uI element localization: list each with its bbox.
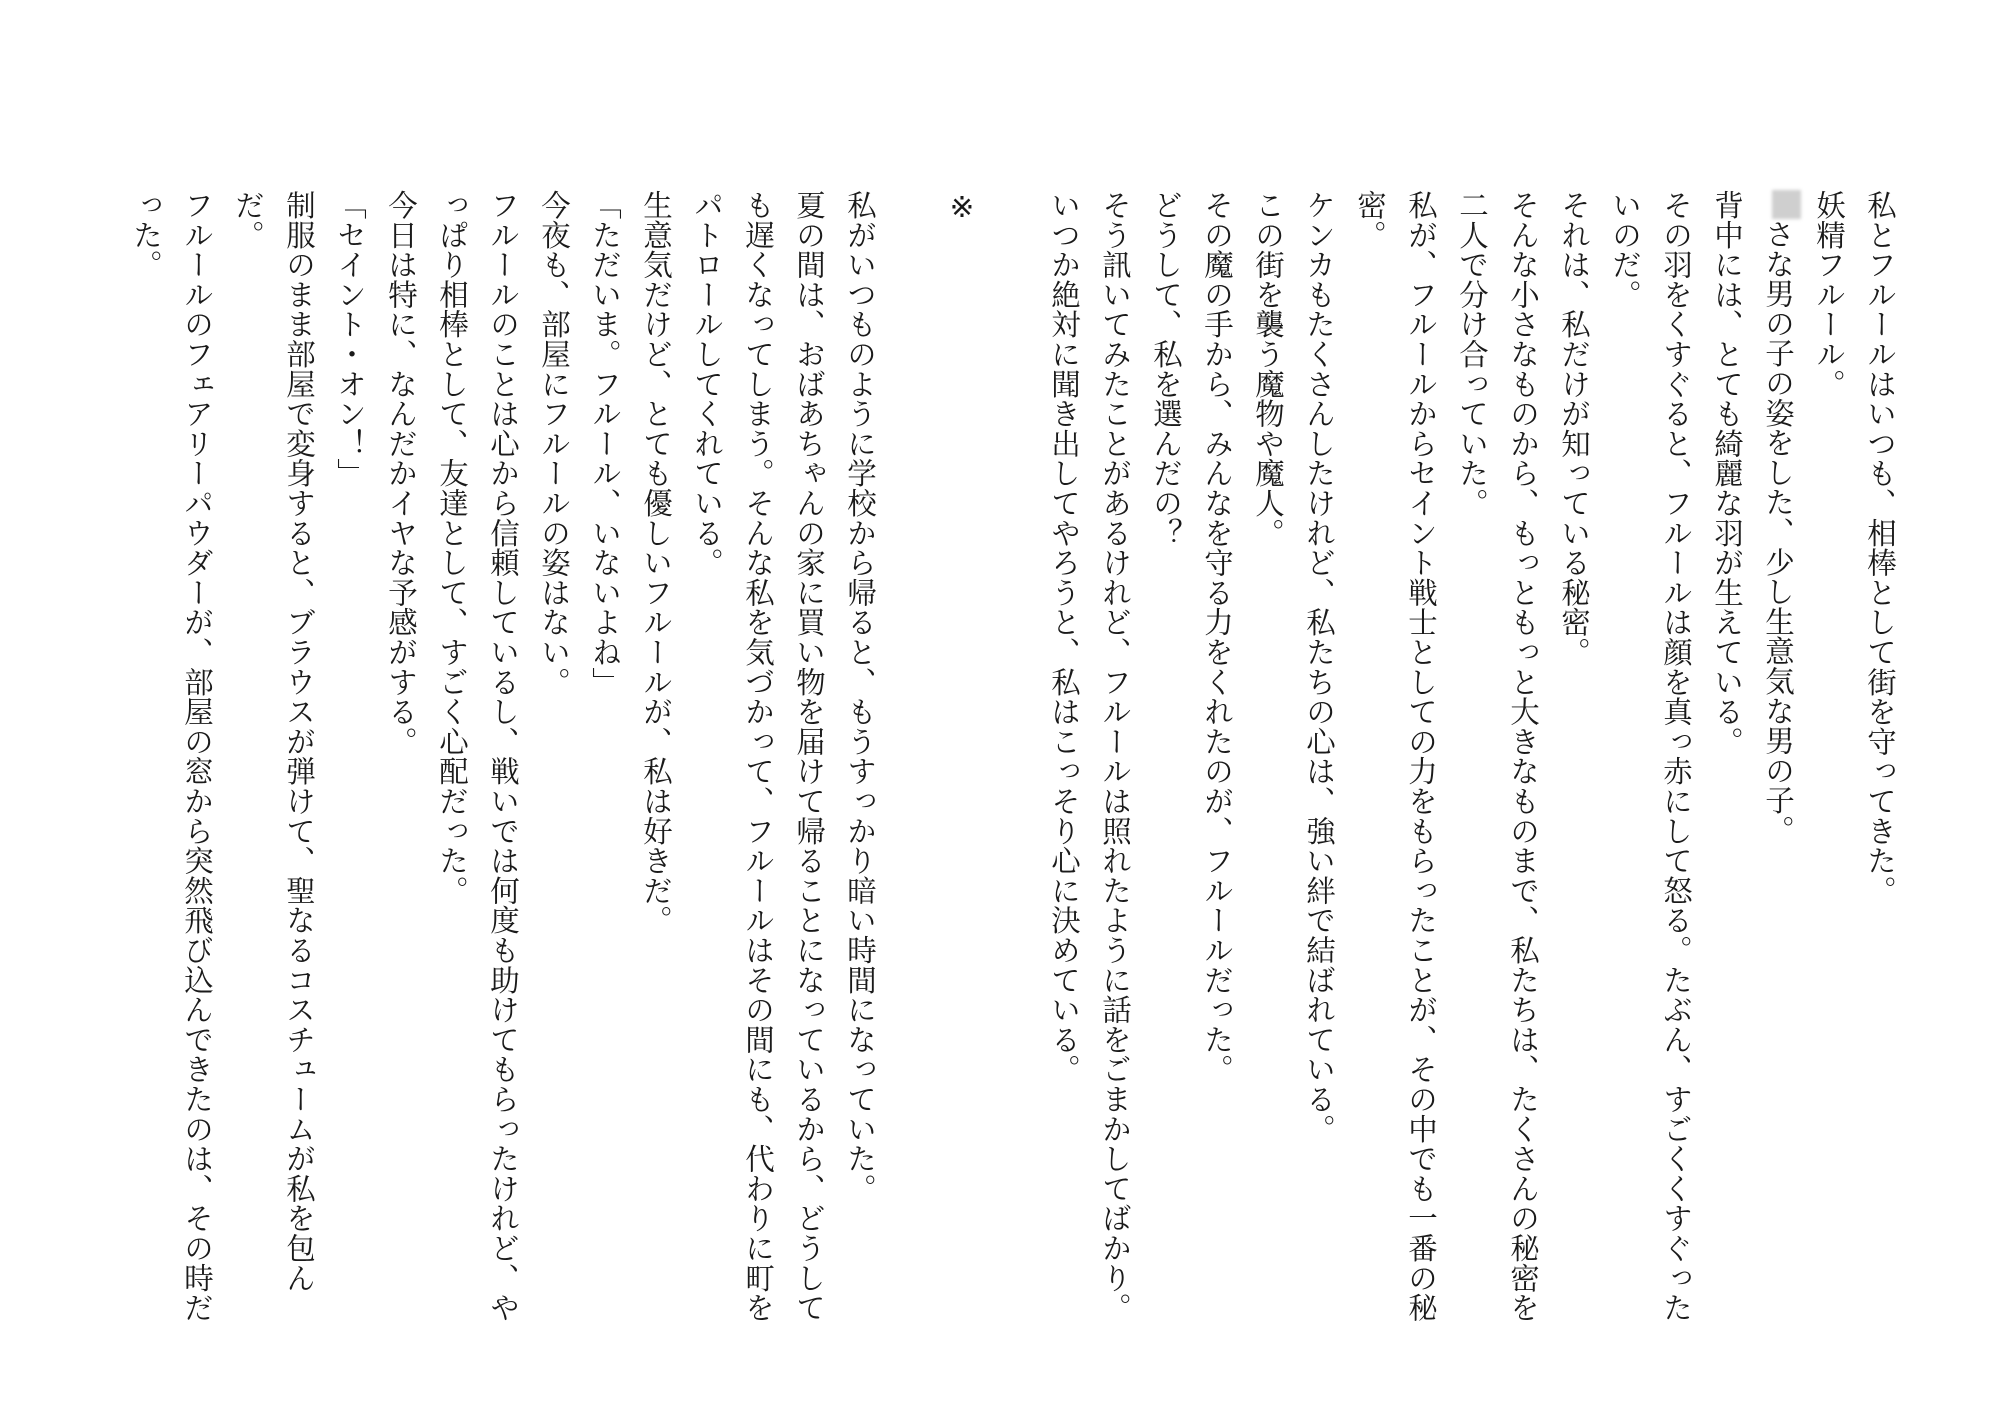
paragraph: この街を襲う魔物や魔人。	[1251, 190, 1285, 548]
paragraph: それは、私だけが知っている秘密。	[1557, 190, 1591, 667]
blank-line	[987, 190, 1038, 1340]
paragraph-text: さな男の子の姿をした、少し生意気な男の子。	[1761, 219, 1795, 845]
paragraph: どうして、私を選んだの？	[1149, 190, 1183, 548]
paragraph: 背中には、とても綺麗な羽が生えている。	[1710, 190, 1744, 757]
paragraph: そんな小さなものから、もっともっと大きなものまで、私たちは、たくさんの秘密を二人で分け合っていた。	[1455, 190, 1540, 1323]
paragraph: 今日は特に、なんだかイヤな予感がする。	[384, 190, 418, 757]
blank-line	[885, 190, 936, 1340]
paragraph: いつか絶対に聞き出してやろうと、私はこっそり心に決めている。	[1047, 190, 1081, 1084]
paragraph: その魔の手から、みんなを守る力をくれたのが、フルールだった。	[1200, 190, 1234, 1084]
paragraph: 私とフルールはいつも、相棒として街を守ってきた。	[1863, 190, 1897, 906]
paragraph: 夏の間は、おばあちゃんの家に買い物を届けて帰ることになっているから、どうしても遅くなってしまう。そんな私を気づかって、フルールはその間にも、代わりに町をパトロールしてくれている。	[690, 190, 826, 1323]
paragraph: 生意気だけど、とても優しいフルールが、私は好きだ。	[639, 190, 673, 935]
section-mark: ※	[945, 190, 979, 225]
paragraph	[1752, 190, 1803, 1340]
paragraph: フルールのことは心から信頼しているし、戦いでは何度も助けてもらったけれど、やっぱり相棒として、友達として、すごく心配だった。	[435, 190, 520, 1323]
paragraph: 私が、フルールからセイント戦士としての力をもらったことが、その中でも一番の秘密。	[1353, 190, 1438, 1323]
vertical-text-block	[105, 190, 1905, 1340]
paragraph: 制服のまま部屋で変身すると、ブラウスが弾けて、聖なるコスチュームが私を包んだ。	[231, 190, 316, 1293]
paragraph: そう訊いてみたことがあるけれど、フルールは照れたように話をごまかしてばかり。	[1098, 190, 1132, 1323]
paragraph: ケンカもたくさんしたけれど、私たちの心は、強い絆で結ばれている。	[1302, 190, 1336, 1144]
paragraph: その羽をくすぐると、フルールは顔を真っ赤にして怒る。たぶん、すごくくすぐったいのだ。	[1608, 190, 1693, 1323]
paragraph: 私がいつものように学校から帰ると、もうすっかり暗い時間になっていた。	[843, 190, 877, 1204]
blurred-character	[1772, 190, 1801, 219]
paragraph: 「ただいま。フルール、いないよね」	[588, 190, 622, 697]
paragraph: 「セイント・オン！」	[333, 190, 367, 488]
paragraph: 妖精フルール。	[1812, 190, 1846, 399]
paragraph: フルールのフェアリーパウダーが、部屋の窓から突然飛び込んできたのは、その時だった。	[129, 190, 214, 1323]
paragraph: 今夜も、部屋にフルールの姿はない。	[537, 190, 571, 697]
